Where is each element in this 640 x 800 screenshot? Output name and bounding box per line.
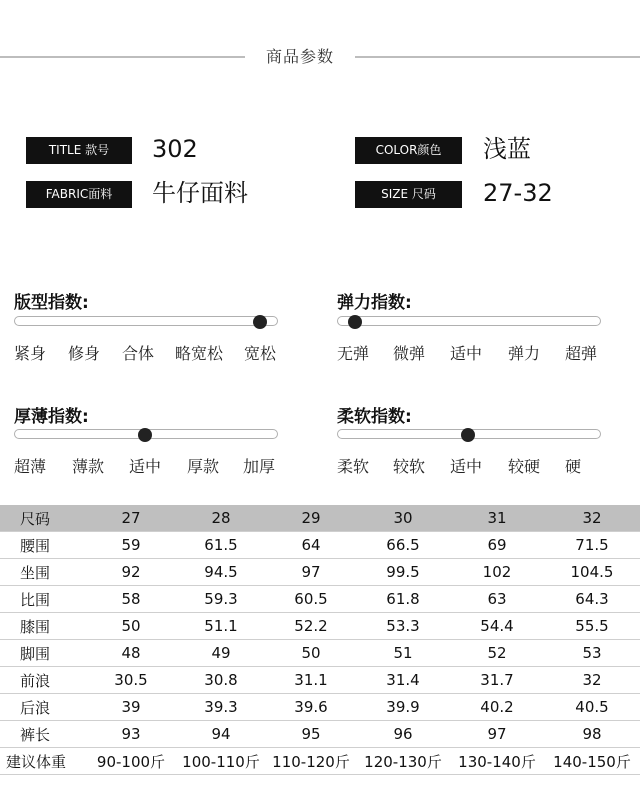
table-cell: 32: [544, 667, 640, 694]
table-cell: 53.3: [356, 613, 450, 640]
table-cell: 120-130斤: [356, 748, 450, 775]
row-label-cell: 腰围: [0, 532, 86, 559]
section-title: 商品参数: [265, 47, 334, 66]
table-cell: 58: [86, 586, 176, 613]
table-cell: 69: [450, 532, 544, 559]
table-cell: 66.5: [356, 532, 450, 559]
index-level-label: 薄款: [72, 457, 105, 476]
table-cell: 30.5: [86, 667, 176, 694]
title-tag: TITLE 款号: [26, 137, 132, 164]
row-label-cell: 脚围: [0, 640, 86, 667]
table-cell: 140-150斤: [544, 748, 640, 775]
table-cell: 97: [450, 721, 544, 748]
table-cell: 53: [544, 640, 640, 667]
color-value: 浅蓝: [483, 135, 531, 163]
table-cell: 96: [356, 721, 450, 748]
table-cell: 52.2: [266, 613, 356, 640]
table-cell: 93: [86, 721, 176, 748]
table-row: [0, 559, 640, 586]
table-row: [0, 640, 640, 667]
table-cell: 31: [450, 505, 544, 532]
table-cell: 55.5: [544, 613, 640, 640]
header-line-left: [0, 56, 245, 58]
table-cell: 98: [544, 721, 640, 748]
row-label-cell: 裤长: [0, 721, 86, 748]
table-cell: 64.3: [544, 586, 640, 613]
table-cell: 28: [176, 505, 266, 532]
row-label-cell: 膝围: [0, 613, 86, 640]
table-cell: 29: [266, 505, 356, 532]
table-cell: 90-100斤: [86, 748, 176, 775]
index-level-label: 弹力: [508, 344, 541, 363]
table-cell: 40.5: [544, 694, 640, 721]
table-cell: 40.2: [450, 694, 544, 721]
table-cell: 39: [86, 694, 176, 721]
index-level-label: 超弹: [565, 344, 598, 363]
header-line-right: [355, 56, 640, 58]
index-level-label: 适中: [450, 344, 483, 363]
table-cell: 94: [176, 721, 266, 748]
index-level-label: 柔软: [337, 457, 370, 476]
table-cell: 30.8: [176, 667, 266, 694]
table-cell: 31.7: [450, 667, 544, 694]
table-cell: 49: [176, 640, 266, 667]
index-slider-track: [14, 316, 278, 326]
table-cell: 130-140斤: [450, 748, 544, 775]
index-title: 厚薄指数:: [14, 407, 89, 427]
table-cell: 102: [450, 559, 544, 586]
table-cell: 97: [266, 559, 356, 586]
fabric-tag: FABRIC面料: [26, 181, 132, 208]
size-table: [0, 505, 640, 775]
index-level-label: 较硬: [508, 457, 541, 476]
table-cell: 54.4: [450, 613, 544, 640]
index-level-label: 紧身: [14, 344, 47, 363]
index-level-label: 适中: [129, 457, 162, 476]
index-level-label: 略宽松: [175, 344, 224, 363]
index-title: 版型指数:: [14, 293, 89, 313]
table-cell: 95: [266, 721, 356, 748]
row-label-cell: 建议体重: [0, 748, 86, 775]
table-cell: 71.5: [544, 532, 640, 559]
table-row: [0, 721, 640, 748]
index-level-label: 修身: [68, 344, 101, 363]
row-label-cell: 后浪: [0, 694, 86, 721]
index-title: 弹力指数:: [337, 293, 412, 313]
index-level-label: 合体: [122, 344, 155, 363]
index-slider-knob: [253, 315, 267, 329]
index-level-label: 无弹: [337, 344, 370, 363]
index-slider-knob: [348, 315, 362, 329]
table-cell: 51.1: [176, 613, 266, 640]
table-cell: 92: [86, 559, 176, 586]
table-cell: 63: [450, 586, 544, 613]
table-row: [0, 667, 640, 694]
index-slider-track: [337, 316, 601, 326]
table-cell: 39.6: [266, 694, 356, 721]
table-cell: 104.5: [544, 559, 640, 586]
table-cell: 30: [356, 505, 450, 532]
table-cell: 27: [86, 505, 176, 532]
table-cell: 64: [266, 532, 356, 559]
table-cell: 39.9: [356, 694, 450, 721]
table-row: [0, 613, 640, 640]
index-level-label: 较软: [393, 457, 426, 476]
table-cell: 51: [356, 640, 450, 667]
index-level-label: 厚款: [187, 457, 220, 476]
table-cell: 52: [450, 640, 544, 667]
index-level-label: 微弹: [393, 344, 426, 363]
index-slider-knob: [138, 428, 152, 442]
color-tag: COLOR颜色: [355, 137, 462, 164]
index-level-label: 适中: [450, 457, 483, 476]
size-value: 27-32: [483, 179, 553, 207]
table-cell: 100-110斤: [176, 748, 266, 775]
table-cell: 32: [544, 505, 640, 532]
table-cell: 50: [266, 640, 356, 667]
row-label-cell: 比围: [0, 586, 86, 613]
title-value: 302: [152, 135, 198, 163]
table-cell: 59: [86, 532, 176, 559]
table-cell: 39.3: [176, 694, 266, 721]
table-cell: 99.5: [356, 559, 450, 586]
index-title: 柔软指数:: [337, 407, 412, 427]
fabric-value: 牛仔面料: [152, 179, 248, 207]
index-level-label: 硬: [565, 457, 582, 476]
table-row: [0, 748, 640, 775]
table-cell: 59.3: [176, 586, 266, 613]
index-level-label: 超薄: [14, 457, 47, 476]
table-cell: 31.4: [356, 667, 450, 694]
table-cell: 61.5: [176, 532, 266, 559]
table-row: [0, 532, 640, 559]
index-slider-knob: [461, 428, 475, 442]
table-cell: 31.1: [266, 667, 356, 694]
index-level-label: 宽松: [244, 344, 277, 363]
row-label-cell: 尺码: [0, 505, 86, 532]
row-label-cell: 前浪: [0, 667, 86, 694]
table-cell: 60.5: [266, 586, 356, 613]
table-row: [0, 586, 640, 613]
table-cell: 61.8: [356, 586, 450, 613]
table-row: [0, 694, 640, 721]
size-tag: SIZE 尺码: [355, 181, 462, 208]
table-header-row: [0, 505, 640, 532]
index-level-label: 加厚: [243, 457, 276, 476]
table-cell: 48: [86, 640, 176, 667]
table-cell: 50: [86, 613, 176, 640]
row-label-cell: 坐围: [0, 559, 86, 586]
table-cell: 94.5: [176, 559, 266, 586]
table-cell: 110-120斤: [266, 748, 356, 775]
